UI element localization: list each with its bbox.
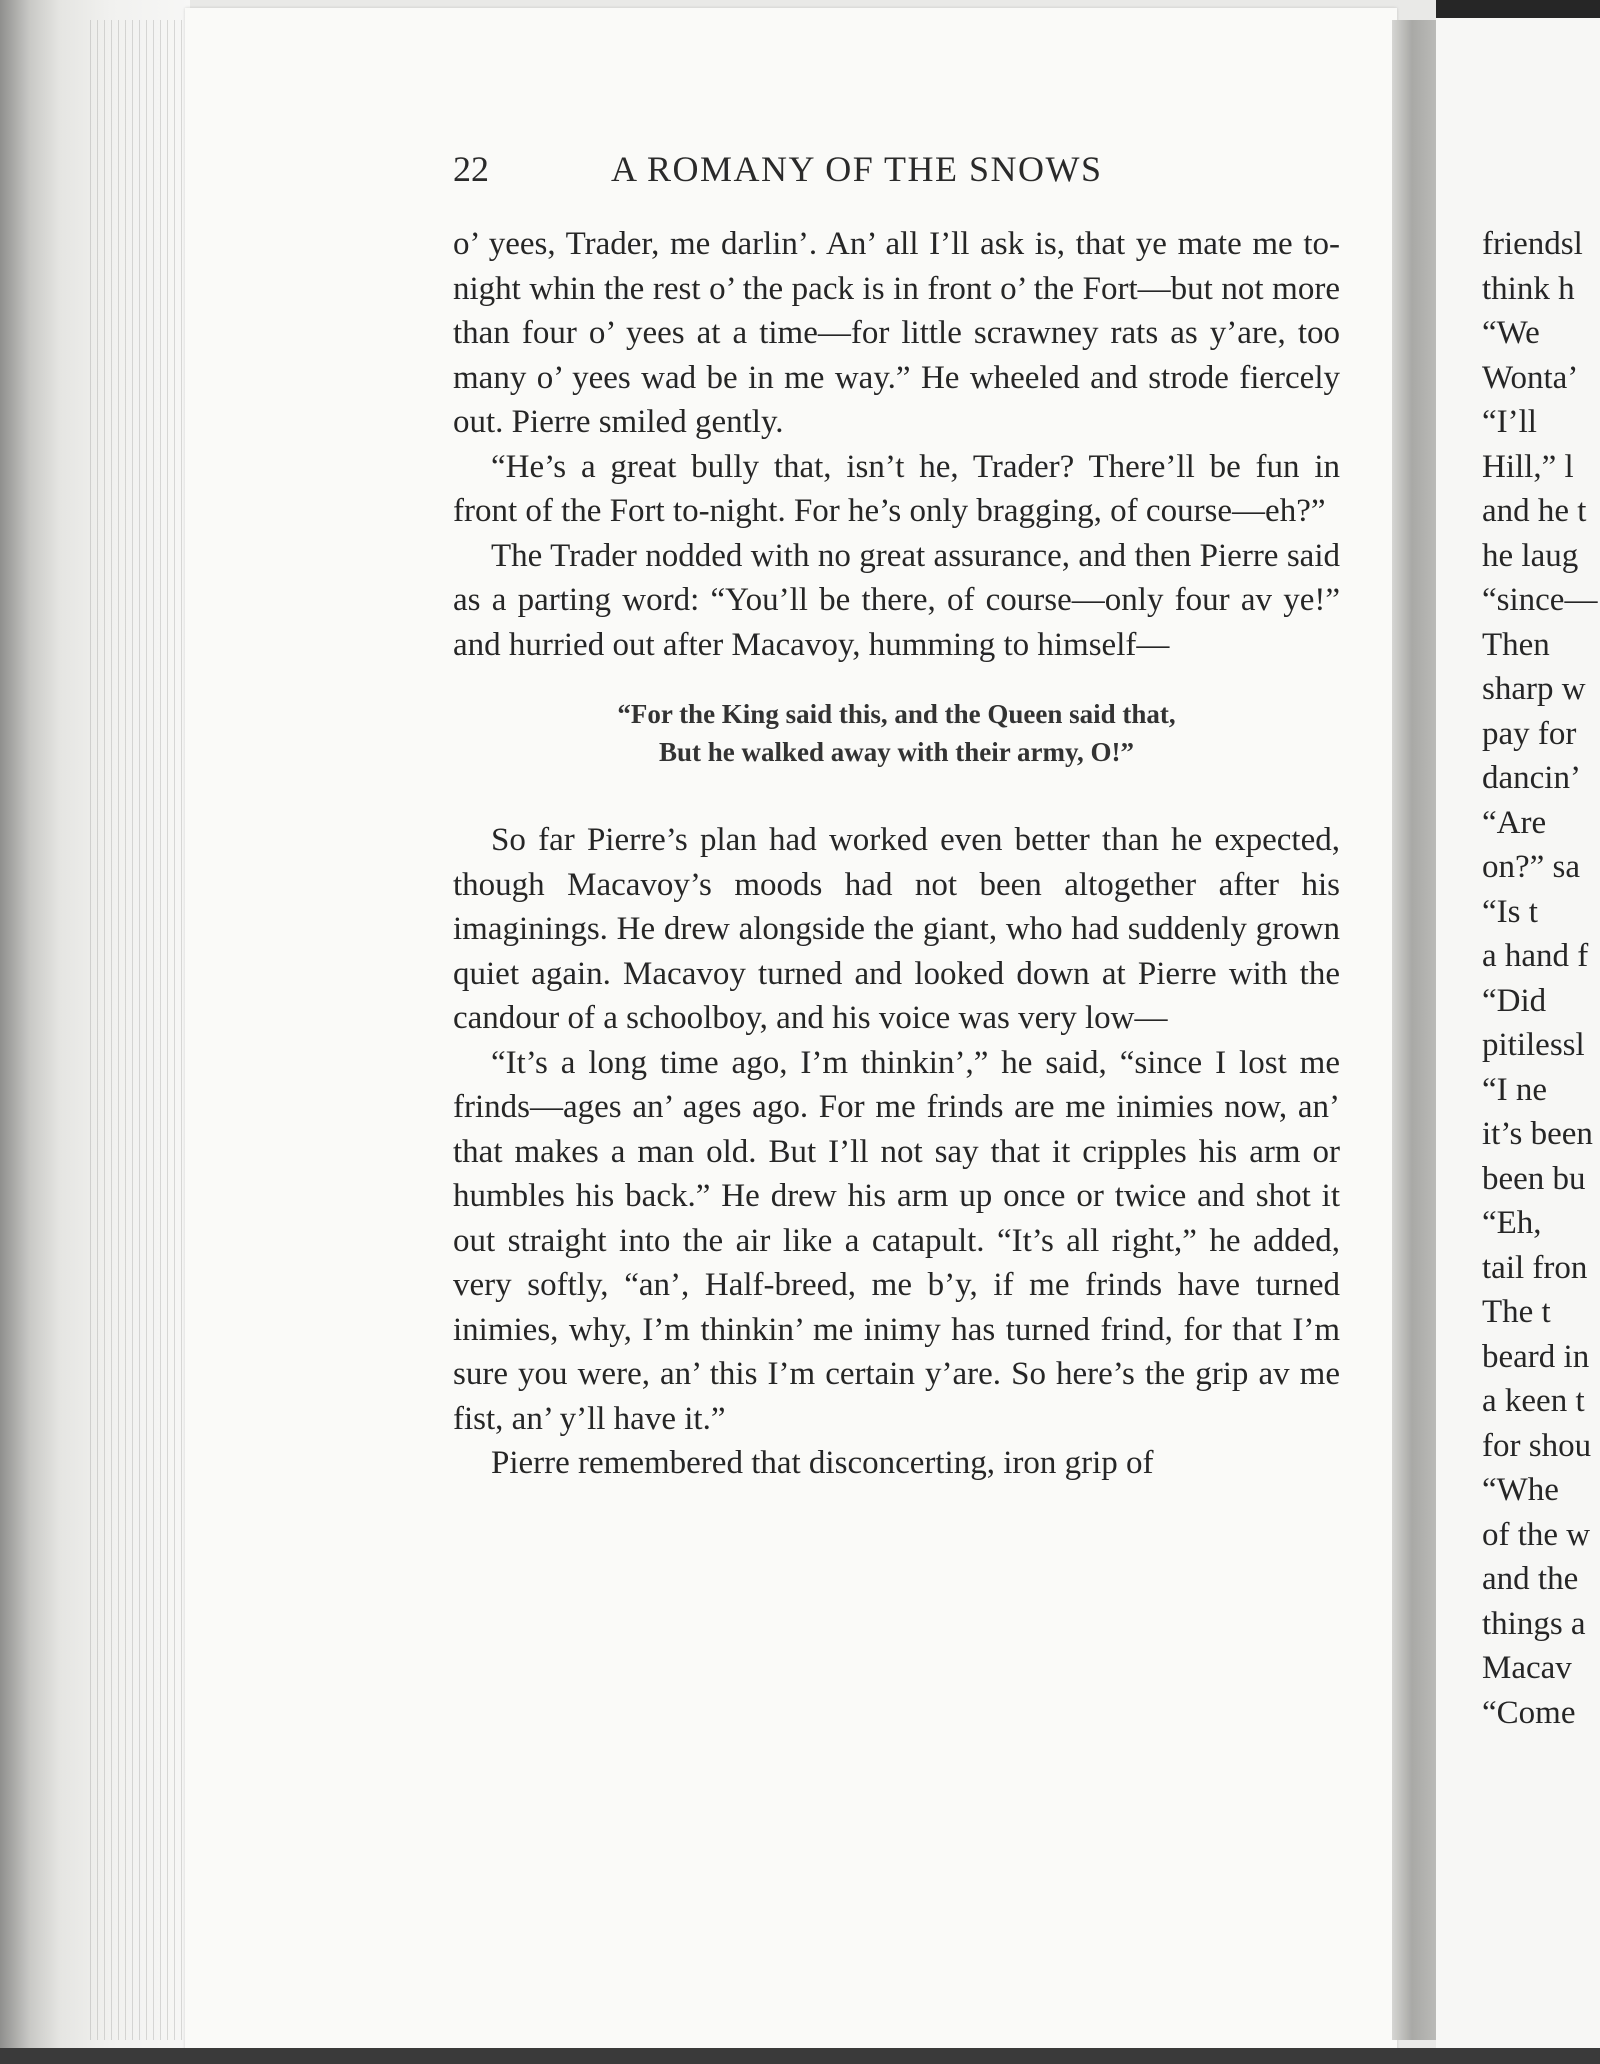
facing-page-line: been bu: [1482, 1160, 1586, 1197]
paragraph: The Trader nodded with no great assurance, and then Pierre said as a parting word: “You’ll be there, of course—only four av ye!” and hurried out after Macavoy, humming to himself—: [453, 537, 1340, 663]
facing-page-line: of the w: [1482, 1516, 1591, 1553]
facing-page-line: beard in: [1482, 1338, 1590, 1375]
facing-page-line: a hand f: [1482, 938, 1589, 974]
facing-page-line: sharp w: [1482, 671, 1586, 707]
body-text: [453, 222, 1340, 1486]
facing-page-line: for shou: [1482, 1427, 1592, 1464]
verse-line: “For the King said this, and the Queen said that,: [617, 699, 1176, 729]
facing-page-line: “since—: [1482, 582, 1598, 618]
page-stack-lines: [90, 20, 185, 2040]
page-number: 22: [453, 149, 489, 189]
facing-page-line: “Is t: [1482, 893, 1538, 930]
facing-page-line: tail fron: [1482, 1249, 1588, 1286]
facing-page-text: [1482, 222, 1600, 1735]
running-title: A ROMANY OF THE SNOWS: [611, 149, 1103, 189]
facing-page-line: and he t: [1482, 493, 1587, 529]
facing-page-line: think h: [1482, 270, 1575, 307]
verse-line: But he walked away with their army, O!”: [658, 737, 1134, 767]
book-gutter: [1392, 20, 1440, 2040]
paragraph: Pierre remembered that disconcerting, iron grip of: [491, 1445, 1154, 1481]
facing-page-line: “We: [1482, 315, 1540, 351]
facing-page-line: Hill,” l: [1482, 448, 1574, 485]
facing-page-line: pitilessl: [1482, 1027, 1585, 1063]
scan-top-border: [1436, 0, 1600, 18]
facing-page-line: and the: [1482, 1561, 1579, 1597]
facing-page-line: Macav: [1482, 1650, 1572, 1686]
verse-quote: [453, 695, 1340, 771]
facing-page-line: Wonta’: [1482, 359, 1579, 396]
facing-page-line: “Are: [1482, 804, 1547, 841]
facing-page-line: “Come: [1482, 1694, 1576, 1731]
facing-page-line: a keen t: [1482, 1383, 1585, 1419]
paragraph: So far Pierre’s plan had worked even better than he expected, though Macavoy’s moods had not been altogether after his imaginings. He drew alongside the giant, who had suddenly grown quiet again. Macavoy turned and looked down at Pierre with the candour of a schoolboy, and his voice was very low—: [453, 822, 1340, 1036]
paragraph: o’ yees, Trader, me darlin’. An’ all I’ll ask is, that ye mate me to-night whin the rest o’ the pack is in front o’ the Fort—but not more than four o’ yees at a time—for little scrawney rats as y’are, too many o’ yees wad be in me way.” He wheeled and strode fiercely out. Pierre smiled gently.: [453, 226, 1340, 440]
facing-page-line: things a: [1482, 1605, 1586, 1642]
facing-page-line: “I’ll: [1482, 404, 1537, 440]
facing-page-line: “Eh,: [1482, 1205, 1542, 1241]
facing-page-line: “Whe: [1482, 1472, 1559, 1508]
paragraph: “It’s a long time ago, I’m thinkin’,” he said, “since I lost me frinds—ages an’ ages ago. For me frinds are me inimies now, an’ that makes a man old. But I’ll not say that it cripples his arm or humbles his back.” He drew his arm up once or twice and shot it out straight into the air like a catapult. “It’s all right,” he added, very softly, “an’, Half-breed, me b’y, if me frinds have turned inimies, why, I’m thinkin’ me inimy has turned frind, for that I’m sure you were, an’ this I’m certain y’are. So here’s the grip av me fist, an’ y’ll have it.”: [453, 1044, 1340, 1437]
facing-page-line: it’s been: [1482, 1116, 1593, 1152]
scan-bottom-border: [0, 2048, 1600, 2064]
facing-page-line: on?” sa: [1482, 849, 1581, 885]
facing-page-line: friendsl: [1482, 226, 1583, 262]
facing-page-line: Then: [1482, 626, 1550, 663]
paragraph: “He’s a great bully that, isn’t he, Trader? There’ll be fun in front of the Fort to-night. For he’s only bragging, of course—eh?”: [453, 448, 1340, 529]
page-header: [453, 148, 1336, 196]
facing-page-line: “I ne: [1482, 1071, 1548, 1108]
facing-page-line: dancin’: [1482, 760, 1581, 796]
facing-page-line: he laug: [1482, 537, 1579, 574]
facing-page-line: The t: [1482, 1294, 1551, 1330]
facing-page-line: “Did: [1482, 982, 1547, 1019]
facing-page-line: pay for: [1482, 715, 1577, 752]
left-page-edge: [0, 0, 190, 2064]
